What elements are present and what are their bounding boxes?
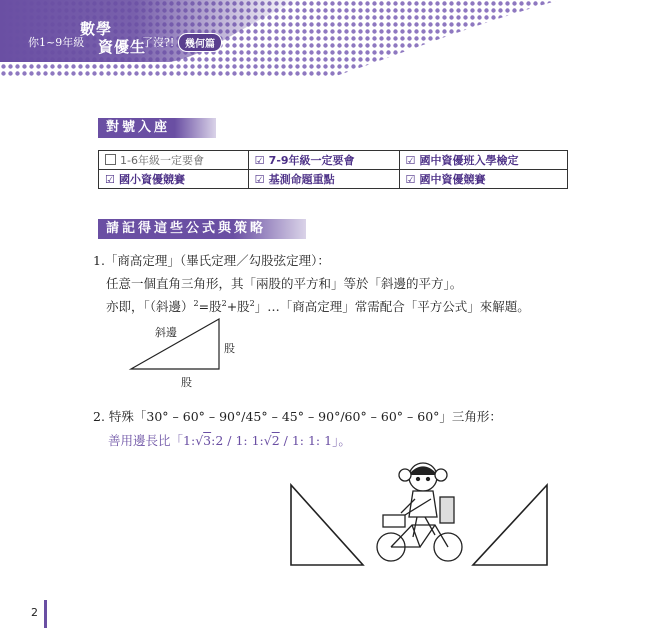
leg-bottom-label: 股 bbox=[181, 376, 192, 389]
check-box-icon: ☑ bbox=[405, 154, 416, 167]
hypotenuse-label: 斜邊 bbox=[155, 326, 177, 339]
cell-label: 7-9年級一定要會 bbox=[268, 154, 355, 167]
cell-label: 國中資優競賽 bbox=[419, 173, 486, 186]
cell-label: 1-6年級一定要會 bbox=[120, 154, 204, 167]
table-cell bbox=[99, 170, 249, 189]
section-title-seating: 對號入座 bbox=[98, 118, 216, 138]
check-box-icon: ☑ bbox=[105, 173, 115, 186]
table-cell bbox=[399, 170, 567, 189]
section-title-formulas: 請記得這些公式與策略 bbox=[98, 219, 306, 239]
page-number: 2 bbox=[31, 606, 38, 619]
item1-formula: 亦即，「（斜邊）$^2$=股$^2$+股$^2$」…「商高定理」常需配合「平方公式」來解題。 bbox=[106, 298, 530, 314]
level-table bbox=[98, 150, 568, 189]
check-box-icon: ☑ bbox=[254, 154, 265, 167]
table-cell bbox=[248, 151, 399, 170]
cell-label: 國小資優競賽 bbox=[119, 173, 185, 186]
table-row bbox=[99, 151, 568, 170]
table-cell bbox=[399, 151, 567, 170]
table-cell bbox=[99, 151, 249, 170]
item2-heading: 2. 特殊「30° – 60° – 90°/45° – 45° – 90°/60° – 60° – 60°」三角形： bbox=[93, 409, 502, 424]
check-box-icon: ☑ bbox=[254, 173, 265, 186]
bicycle-girl-icon bbox=[377, 463, 462, 561]
triangles-illustration bbox=[285, 455, 555, 570]
header-prefix: 你1~9年級 bbox=[28, 36, 85, 49]
table-row bbox=[99, 170, 568, 189]
item1-heading: 1.「商高定理」（畢氏定理／勾股弦定理）： bbox=[93, 253, 330, 268]
table-cell bbox=[248, 170, 399, 189]
empty-box-icon bbox=[105, 154, 116, 165]
item1-statement: 任意一個直角三角形，其「兩股的平方和」等於「斜邊的平方」。 bbox=[106, 276, 463, 291]
header-title-line2: 資優生 bbox=[98, 38, 147, 56]
cell-label: 基測命題重點 bbox=[268, 173, 335, 186]
cell-label: 國中資優班入學檢定 bbox=[419, 154, 519, 167]
item2-ratio: 善用邊長比「1:√3:2 / 1: 1:√2 / 1: 1: 1」。 bbox=[108, 433, 351, 448]
header-title-line1: 數學 bbox=[80, 20, 113, 38]
header-suffix: 了沒?! bbox=[142, 36, 175, 49]
check-box-icon: ☑ bbox=[405, 173, 416, 186]
right-triangle bbox=[473, 485, 547, 565]
left-triangle bbox=[291, 485, 363, 565]
page-header bbox=[0, 0, 663, 78]
header-badge: 幾何篇 bbox=[178, 33, 222, 52]
leg-side-label: 股 bbox=[224, 342, 235, 355]
page-number-bar bbox=[44, 600, 47, 628]
